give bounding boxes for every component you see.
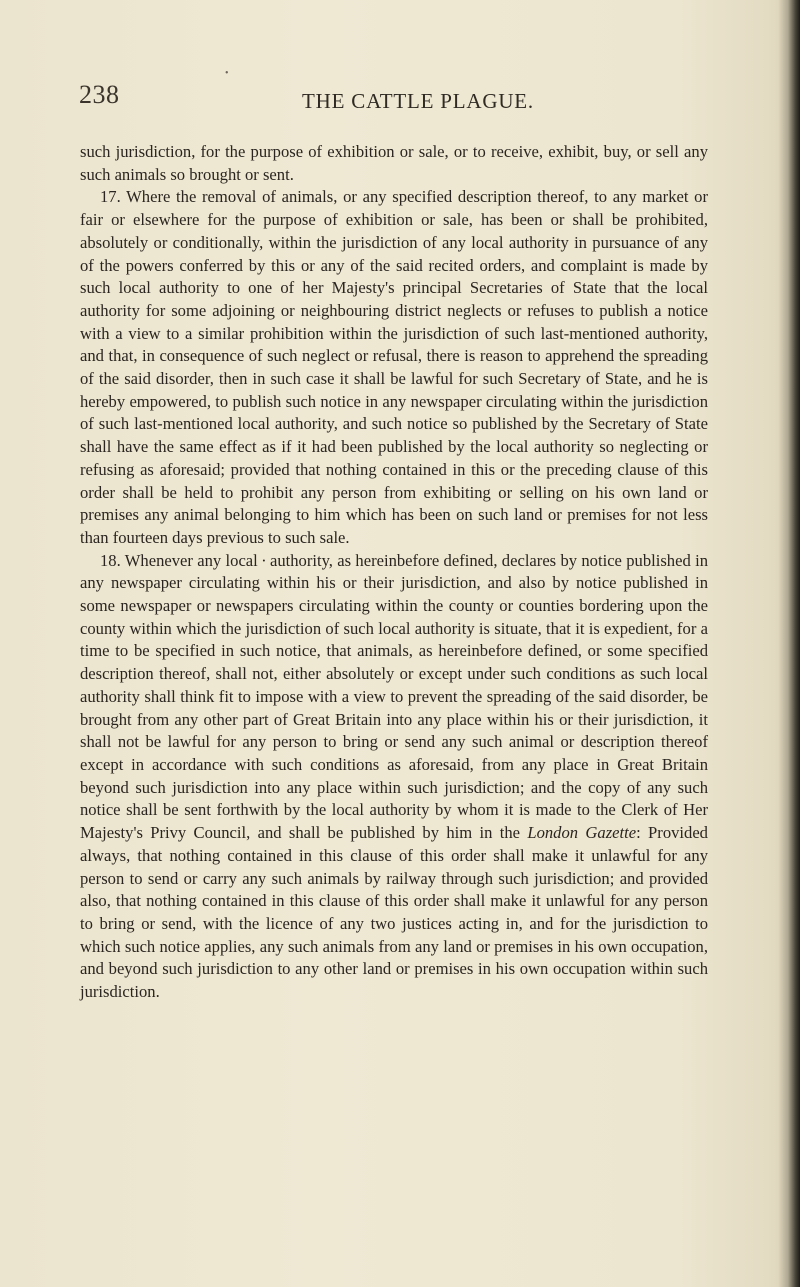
paragraph-continuation: such jurisdiction, for the purpose of exhibition or sale, or to receive, exhibit, buy, or sell any such animals so brought or sent. — [80, 142, 708, 184]
page-edge-shadow — [778, 0, 800, 1287]
running-head: THE CATTLE PLAGUE. — [302, 89, 534, 113]
printer-mark: • — [225, 68, 229, 79]
section-18-text-before: 18. Whenever any local · authority, as hereinbefore defined, declares by notice published in any newspaper circulating within his or their jurisdiction, and also by notice published in some newspaper or newspapers circulating within the county or counties bordering upon the county within which the jurisdiction of such local authority is situate, that it is expedient, for a time to be specified in such notice, that animals, as hereinbefore defined, or some specified description thereof, shall not, either absolutely or except under such conditions as such local authority shall think fit to impose with a view to prevent the spreading of the said disorder, be brought from any other part of Great Britain into any place within his or their jurisdiction, it shall not be lawful for any person to bring or send any such animal or description thereof except in accordance with such conditions as aforesaid, from any place in Great Britain beyond such jurisdiction into any place within such jurisdiction; and the copy of any such notice shall be sent forthwith by the local authority by whom it is made to the Clerk of Her Majesty's Privy Council, and shall be published by him in the — [80, 550, 708, 843]
page-number: 238 — [79, 80, 120, 109]
body-text — [80, 141, 708, 1004]
paragraph-section-17: 17. Where the removal of animals, or any specified description thereof, to any market or fair or elsewhere for the purpose of exhibition or sale, has been or shall be prohibited, absolutely or conditionally, within the jurisdiction of any local authority in pursuance of any of the powers conferred by this or any of the said recited orders, and complaint is made by such local authority to one of her Majesty's principal Secretaries of State that the local authority for some adjoining or neighbouring district neglects or refuses to publish a notice with a view to a similar prohibition within the jurisdiction of such last-mentioned authority, and that, in consequence of such neglect or refusal, there is reason to apprehend the spreading of the said disorder, then in such case it shall be lawful for such Secretary of State, and he is hereby empowered, to publish such notice in any newspaper circulating within the jurisdiction of such last-mentioned local authority, and such notice so published by the Secretary of State shall have the same effect as if it had been published by the local authority so neglecting or refusing as aforesaid; provided that nothing contained in this or the preceding clause of this order shall be held to prohibit any person from exhibiting or selling on his own land or premises any animal belonging to him which has been on such land or premises for not less than fourteen days previous to such sale. — [80, 187, 708, 547]
section-18-text-after: : Provided always, that nothing contained in this clause of this order shall make it unlawful for any person to send or carry any such animals by railway through such jurisdiction; and provided also, that nothing contained in this clause of this order shall make it unlawful for any person to bring or send, with the licence of any two justices acting in, and for the jurisdiction to which such notice applies, any such animals from any land or premises in his own occupation, and beyond such jurisdiction to any other land or premises in his own occupation within such jurisdiction. — [80, 823, 708, 1002]
paragraph-section-18 — [80, 550, 708, 1004]
gazette-title: London Gazette — [527, 823, 637, 843]
